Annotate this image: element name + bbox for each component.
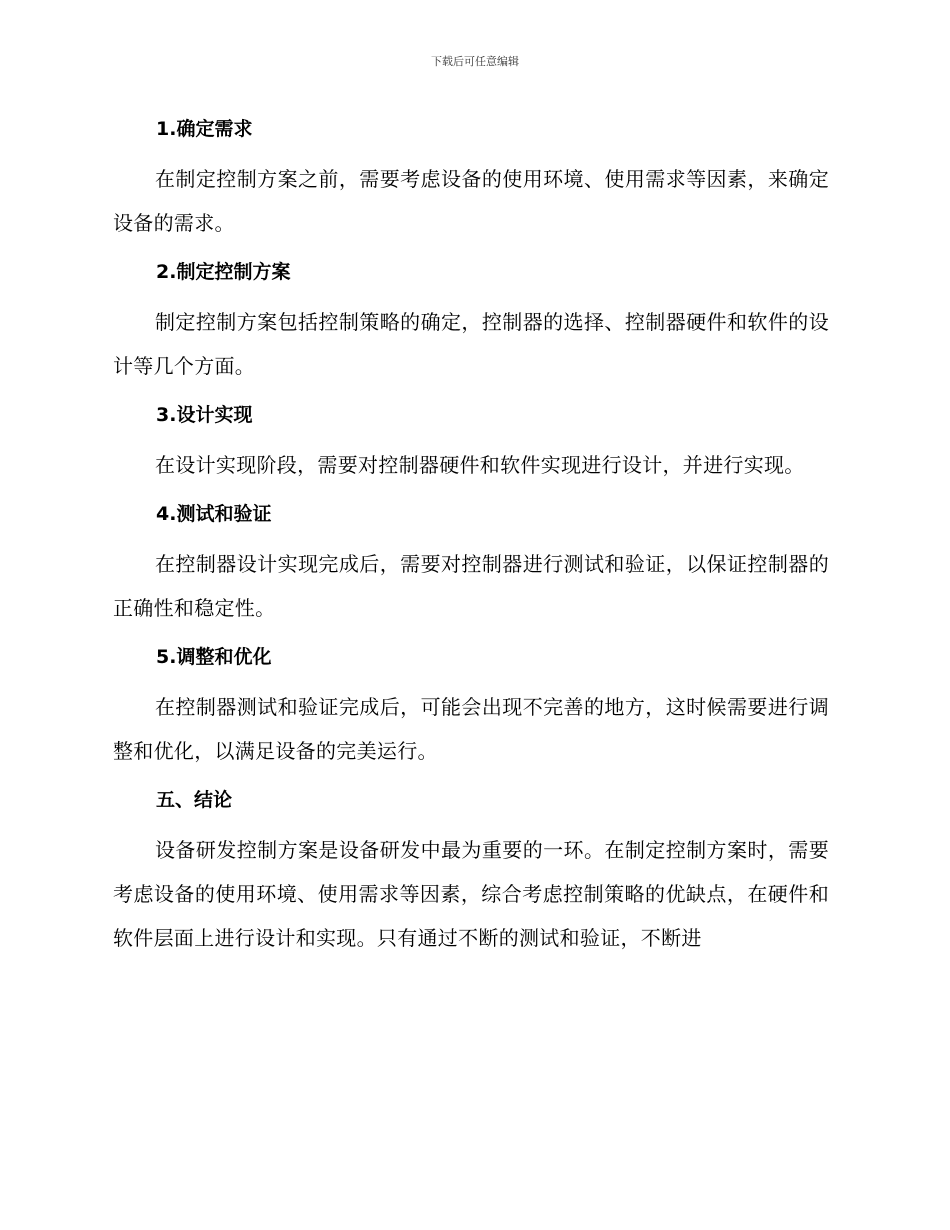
section-paragraph-1: 在制定控制方案之前，需要考虑设备的使用环境、使用需求等因素，来确定设备的需求。 bbox=[113, 167, 829, 235]
section-heading-1: 1.确定需求 bbox=[156, 118, 253, 140]
section-heading-3: 3.设计实现 bbox=[156, 404, 253, 426]
page-header: 下载后可任意编辑 bbox=[431, 55, 519, 68]
section-paragraph-5: 在控制器测试和验证完成后，可能会出现不完善的地方，这时候需要进行调整和优化，以满足设备的完美运行。 bbox=[113, 695, 829, 763]
section-heading-5: 5.调整和优化 bbox=[156, 646, 272, 668]
section-heading-2: 2.制定控制方案 bbox=[156, 261, 291, 283]
section-paragraph-4: 在控制器设计实现完成后，需要对控制器进行测试和验证，以保证控制器的正确性和稳定性。 bbox=[113, 552, 829, 620]
section-paragraph-2: 制定控制方案包括控制策略的确定，控制器的选择、控制器硬件和软件的设计等几个方面。 bbox=[113, 310, 829, 378]
section-heading-4: 4.测试和验证 bbox=[156, 503, 272, 525]
document-body bbox=[113, 112, 829, 970]
section-paragraph-3: 在设计实现阶段，需要对控制器硬件和软件实现进行设计，并进行实现。 bbox=[155, 453, 805, 477]
conclusion-heading: 五、结论 bbox=[156, 789, 233, 811]
conclusion-paragraph: 设备研发控制方案是设备研发中最为重要的一环。在制定控制方案时，需要考虑设备的使用环境、使用需求等因素，综合考虑控制策略的优缺点，在硬件和软件层面上进行设计和实现。只有通过不断的测试和验证，不断进 bbox=[113, 838, 829, 950]
